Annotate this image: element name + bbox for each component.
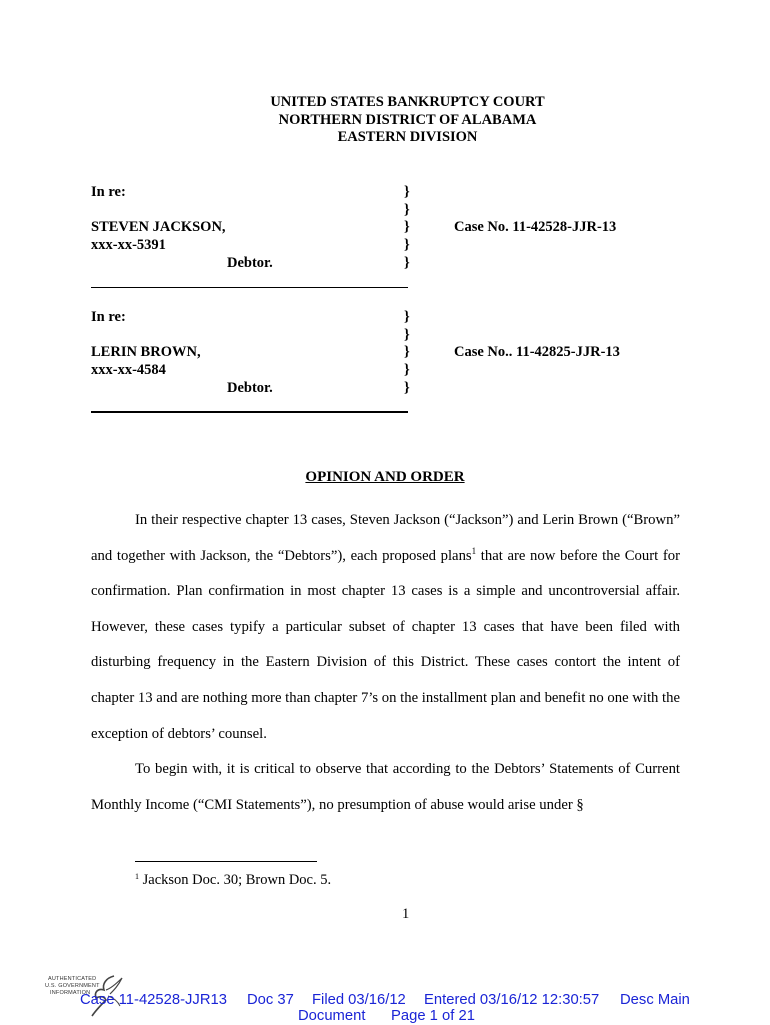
seal-line: INFORMATION <box>50 990 91 996</box>
brace: } <box>404 309 410 325</box>
court-name: UNITED STATES BANKRUPTCY COURT <box>270 94 545 110</box>
brace: } <box>404 327 410 343</box>
paragraph-2 <box>91 752 680 823</box>
brace: } <box>404 237 410 253</box>
brace: } <box>404 202 410 218</box>
district-name: NORTHERN DISTRICT OF ALABAMA <box>278 111 537 128</box>
footer-case-number: Case 11-42528-JJR13 <box>80 992 227 1008</box>
footnote-reference: 1 <box>471 545 477 556</box>
footnote-separator <box>135 861 317 862</box>
paragraph-1-text-a: In their respective chapter 13 cases, Steven Jackson (“Jackson”) and Lerin Brown (“Brown” and together with Jackson, the “Debtors”), each proposed plans <box>91 512 680 564</box>
footer-page-count: Page 1 of 21 <box>391 1008 475 1024</box>
in-re-label: In re: <box>91 184 126 200</box>
in-re-label: In re: <box>91 309 126 325</box>
footnote <box>135 872 331 889</box>
division-name: EASTERN DIVISION <box>337 129 478 145</box>
opinion-body <box>91 503 680 823</box>
debtor-label: Debtor. <box>227 380 273 396</box>
brace: } <box>404 255 410 271</box>
document-title <box>0 468 770 486</box>
footnote-text: Jackson Doc. 30; Brown Doc. 5. <box>139 872 332 888</box>
paragraph-1 <box>91 503 680 752</box>
page-number: 1 <box>402 906 410 922</box>
brace: } <box>404 344 410 360</box>
paragraph-2-text: To begin with, it is critical to observe that according to the Debtors’ Statements of Current Monthly Income (“CMI Statements”), no presumption of abuse would arise under § <box>91 761 680 813</box>
brace: } <box>404 184 410 200</box>
brace: } <box>404 380 410 396</box>
debtor-ssn: xxx-xx-4584 <box>91 362 166 378</box>
brace: } <box>404 362 410 378</box>
debtor-name: LERIN BROWN, <box>91 344 201 360</box>
footer-doc-number: Doc 37 <box>247 992 294 1008</box>
caption-divider <box>91 411 408 413</box>
paragraph-1-text-b: that are now before the Court for confirmation. Plan confirmation in most chapter 13 cases is a simple and uncontroversial affair. However, these cases typify a particular subset of chapter 13 cases that have been filed with disturbing frequency in the Eastern Division of this District. These cases contort the intent of chapter 13 and are nothing more than chapter 7’s on the installment plan and benefit no one with the exception of debtors’ counsel. <box>91 547 680 742</box>
seal-line: AUTHENTICATED <box>48 976 97 982</box>
brace: } <box>404 219 410 235</box>
footer-desc: Desc Main <box>620 992 690 1008</box>
debtor-label: Debtor. <box>227 255 273 271</box>
debtor-name: STEVEN JACKSON, <box>91 219 226 235</box>
court-header <box>0 94 770 147</box>
debtor-ssn: xxx-xx-5391 <box>91 237 166 253</box>
opinion-title: OPINION AND ORDER <box>305 469 465 485</box>
footer-filed-date: Filed 03/16/12 <box>312 992 406 1008</box>
footnote-marker: 1 <box>135 872 139 881</box>
caption-divider <box>91 287 408 288</box>
case-number: Case No. 11-42528-JJR-13 <box>454 219 617 235</box>
case-number: Case No.. 11-42825-JJR-13 <box>454 344 620 360</box>
footer-entered-date: Entered 03/16/12 12:30:57 <box>424 992 600 1008</box>
footer-document-label: Document <box>298 1008 366 1024</box>
seal-line: U.S. GOVERNMENT <box>45 983 100 989</box>
